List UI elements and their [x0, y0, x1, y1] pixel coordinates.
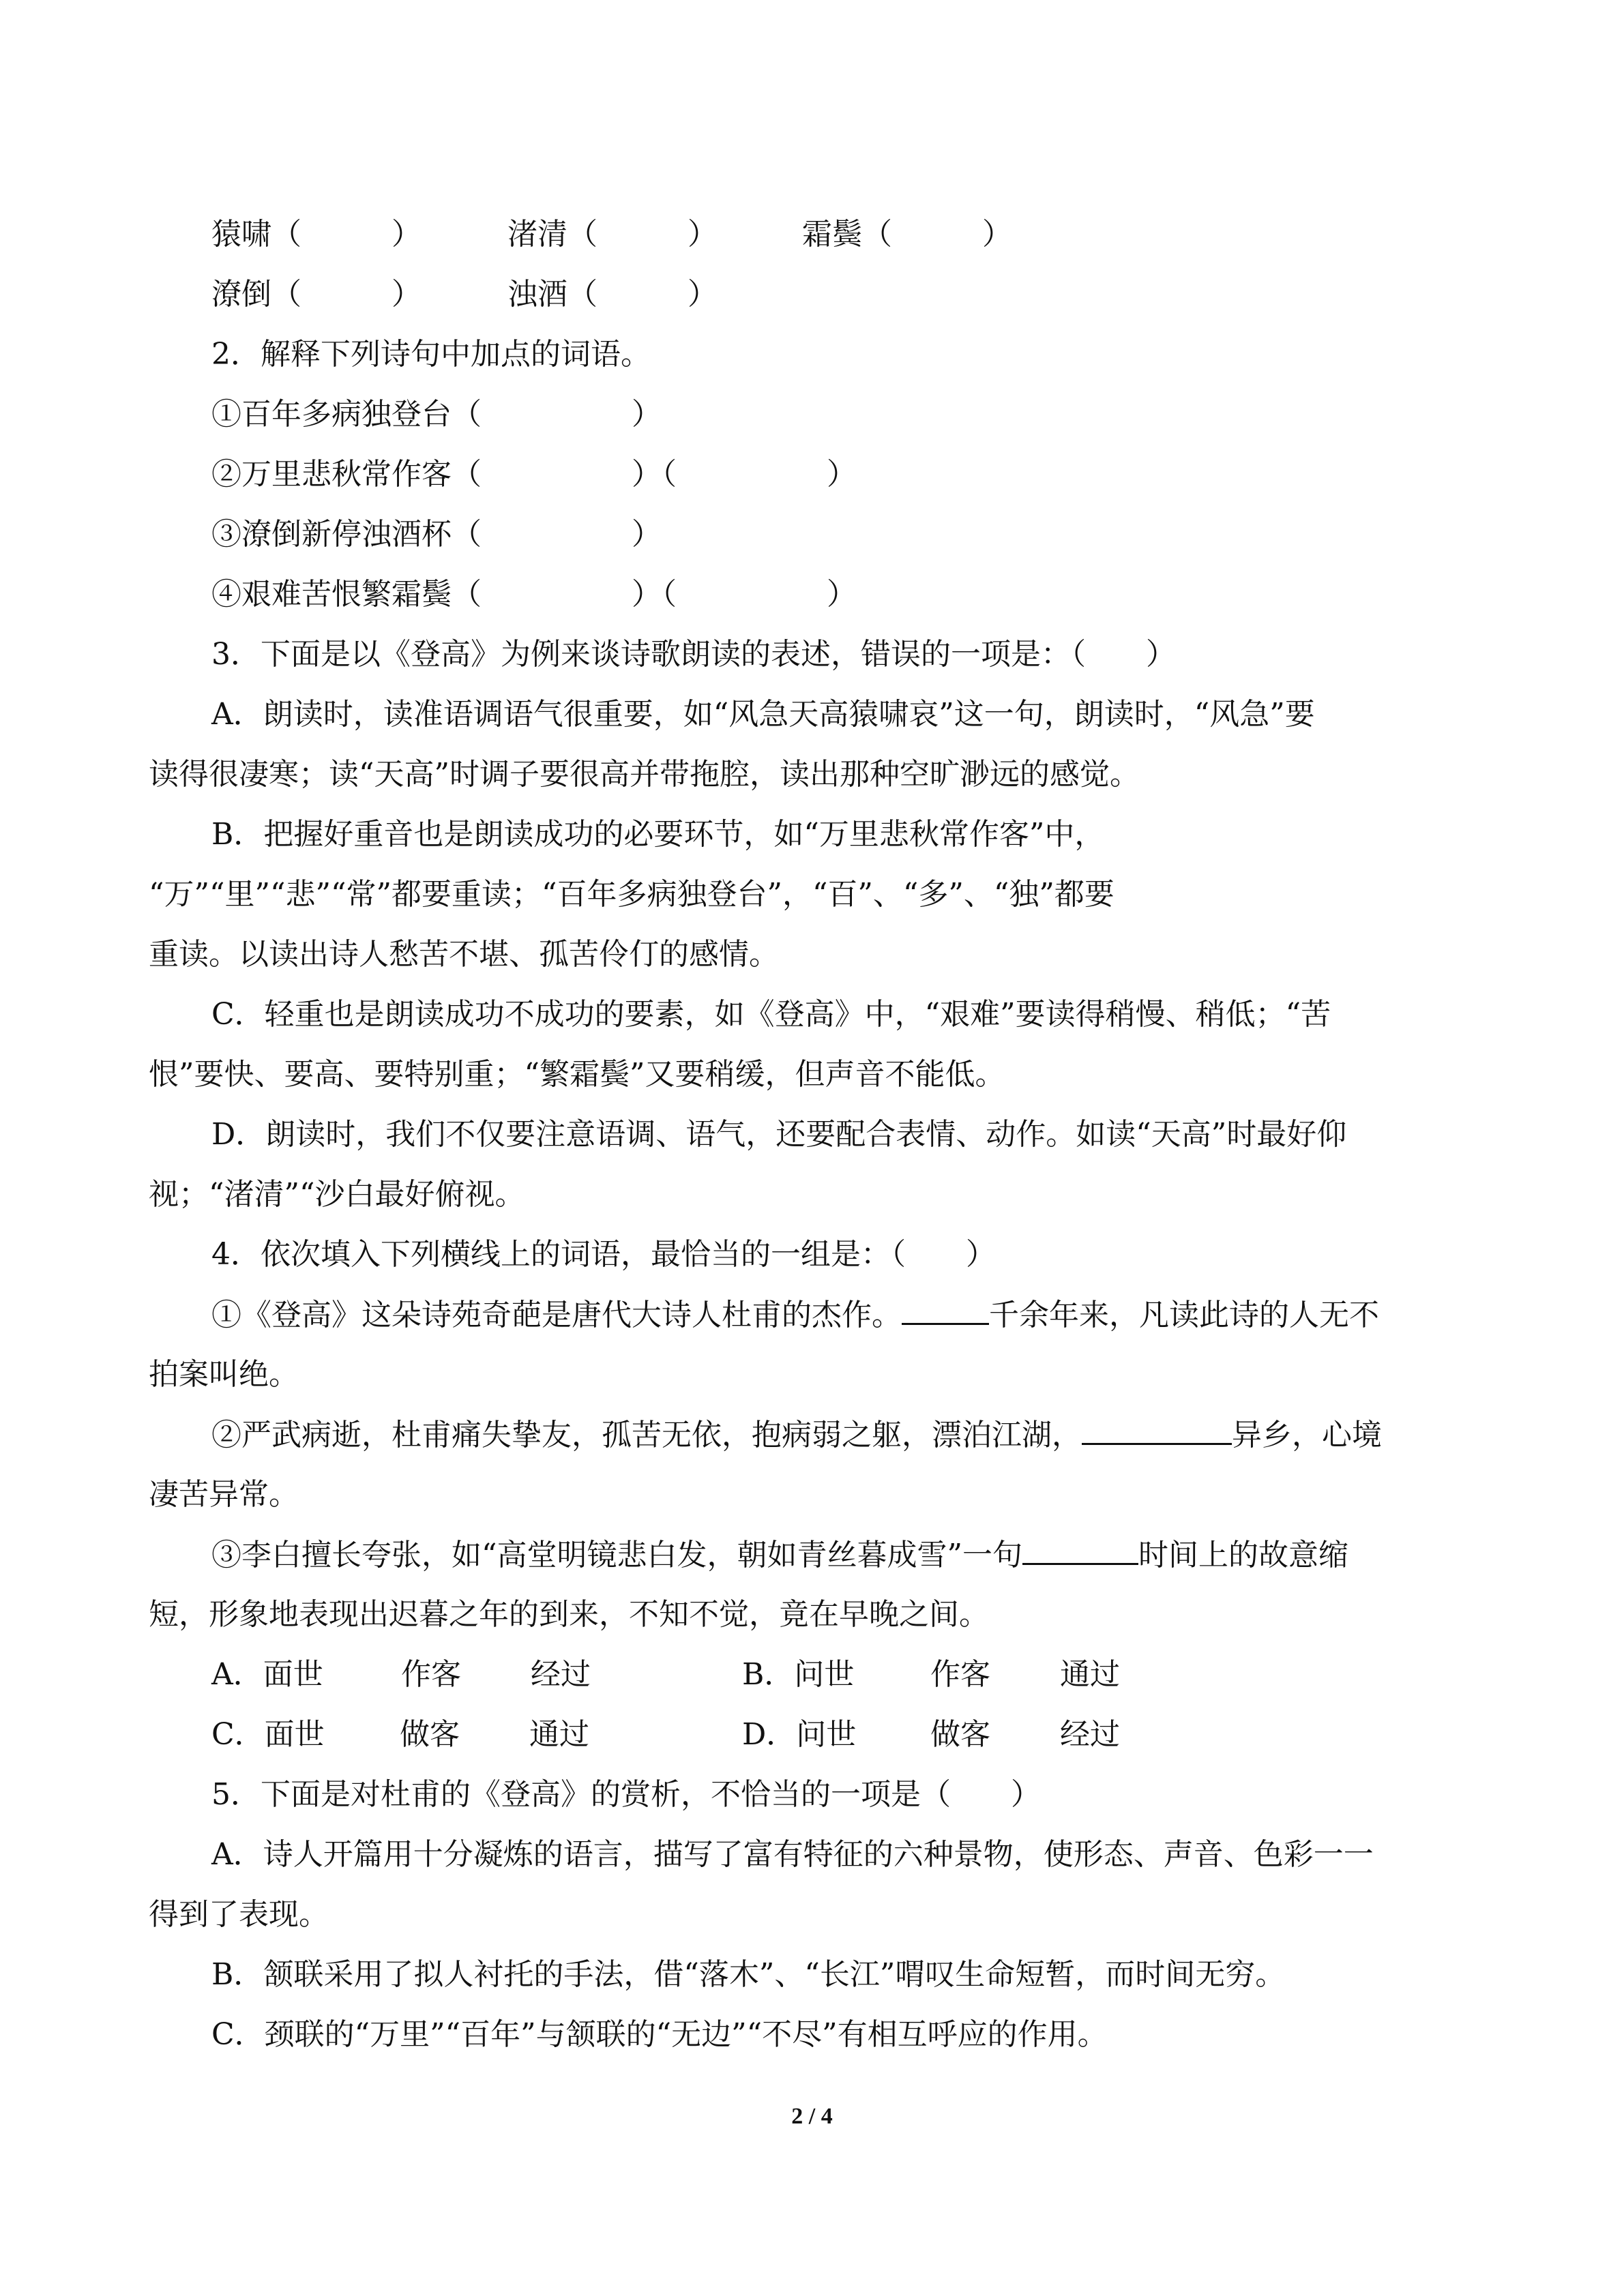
q5-line: 得到了表现。 [149, 1897, 329, 1932]
q1-item: 潦倒（ ） [211, 277, 422, 312]
q3-line: 恨”要快、要高、要特别重；“繁霜鬓”又要稍缓，但声音不能低。 [149, 1057, 1005, 1092]
q3-line: 重读。以读出诗人愁苦不堪、孤苦伶仃的感情。 [149, 937, 779, 972]
q3-line: 读得很凄寒；读“天高”时调子要很高并带拖腔，读出那种空旷渺远的感觉。 [149, 757, 1140, 792]
q4-option-a-word: 作客 [401, 1657, 461, 1692]
q4-option-b: B．问世 [742, 1657, 855, 1692]
q4-option-c-word: 通过 [529, 1717, 589, 1752]
q1-item: 浊酒（ ） [507, 277, 718, 312]
fill-blank[interactable] [1082, 1416, 1232, 1445]
q4-option-b-word: 作客 [930, 1657, 990, 1692]
q2-stem: 2．解释下列诗句中加点的词语。 [211, 337, 651, 372]
q4-option-a-word: 经过 [531, 1657, 591, 1692]
q3-line: B．把握好重音也是朗读成功的必要环节，如“万里悲秋常作客”中， [211, 817, 1105, 852]
q4-option-d: D．问世 [742, 1717, 857, 1752]
q3-line: D．朗读时，我们不仅要注意语调、语气，还要配合表情、动作。如读“天高”时最好仰 [211, 1117, 1347, 1152]
q4-option-c-word: 做客 [400, 1717, 460, 1752]
q1-item: 渚清（ ） [507, 217, 718, 252]
fill-blank[interactable] [902, 1296, 989, 1325]
q4-option-c: C．面世 [211, 1717, 325, 1752]
q1-item: 霜鬓（ ） [802, 217, 1012, 252]
q5-line: C．颈联的“万里”“百年”与颔联的“无边”“不尽”有相互呼应的作用。 [211, 2017, 1108, 2052]
page-number: 2 / 4 [791, 2104, 833, 2129]
q3-line: “万”“里”“悲”“常”都要重读；“百年多病独登台”，“百”、“多”、“独”都要 [149, 877, 1114, 912]
q3-stem: 3．下面是以《登高》为例来谈诗歌朗读的表述，错误的一项是：（ ） [211, 637, 1176, 672]
q4-sentence-1-cont: 拍案叫绝。 [149, 1357, 299, 1392]
q4-sentence-2: ②严武病逝，杜甫痛失挚友，孤苦无依，抱病弱之躯，漂泊江湖， 异乡，心境 [211, 1416, 1382, 1455]
q2-item: ④艰难苦恨繁霜鬓（ ）（ ） [211, 577, 857, 612]
q5-stem: 5．下面是对杜甫的《登高》的赏析，不恰当的一项是（ ） [211, 1777, 1041, 1812]
q2-item: ②万里悲秋常作客（ ）（ ） [211, 457, 857, 492]
q4-option-b-word: 通过 [1060, 1657, 1120, 1692]
fill-blank[interactable] [1022, 1536, 1138, 1565]
q5-line: A．诗人开篇用十分凝炼的语言，描写了富有特征的六种景物，使形态、声音、色彩一一 [211, 1837, 1374, 1872]
q4-option-d-word: 做客 [930, 1717, 990, 1752]
q4-stem: 4．依次填入下列横线上的词语，最恰当的一组是：（ ） [211, 1237, 996, 1272]
q3-line: 视；“渚清”“沙白最好俯视。 [149, 1177, 525, 1212]
q4-option-a: A．面世 [211, 1657, 323, 1692]
q4-sentence-3-cont: 短，形象地表现出迟暮之年的到来，不知不觉，竟在早晚之间。 [149, 1597, 989, 1632]
q1-item: 猿啸（ ） [211, 217, 422, 252]
q2-item: ③潦倒新停浊酒杯（ ） [211, 517, 662, 552]
q3-line: A．朗读时，读准语调语气很重要，如“风急天高猿啸哀”这一句，朗读时，“风急”要 [211, 697, 1315, 732]
q4-option-d-word: 经过 [1060, 1717, 1120, 1752]
q4-sentence-1: ①《登高》这朵诗苑奇葩是唐代大诗人杜甫的杰作。 千余年来，凡读此诗的人无不 [211, 1296, 1379, 1335]
q4-sentence-3: ③李白擅长夸张，如“高堂明镜悲白发，朝如青丝暮成雪”一句 时间上的故意缩 [211, 1536, 1348, 1575]
q4-sentence-2-cont: 凄苦异常。 [149, 1477, 299, 1512]
q5-line: B．颔联采用了拟人衬托的手法，借“落木”、“长江”喟叹生命短暂，而时间无穷。 [211, 1957, 1286, 1992]
q3-line: C．轻重也是朗读成功不成功的要素，如《登高》中，“艰难”要读得稍慢、稍低；“苦 [211, 997, 1331, 1032]
q2-item: ①百年多病独登台（ ） [211, 397, 662, 432]
